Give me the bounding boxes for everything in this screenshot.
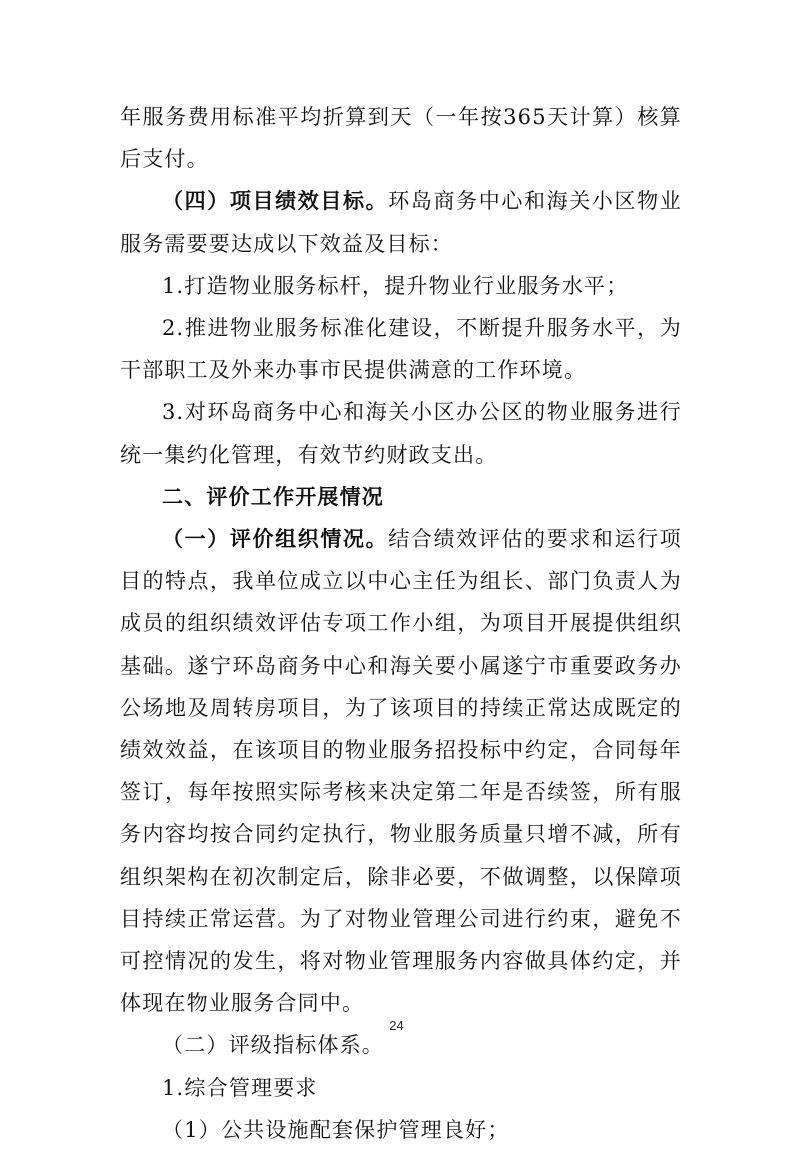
list-item-public-facilities: （1）公共设施配套保护管理良好； [162, 1117, 510, 1142]
goal-item-2: 2.推进物业服务标准化建设，不断提升服务水平，为干部职工及外来办事市民提供满意的工作环境。 [120, 316, 682, 383]
performance-goals-text: 环岛商务中心和海关小区物业服务需要要达成以下效益及目标： [120, 189, 683, 256]
paragraph-evaluation-organization [120, 518, 682, 1024]
goal-item-3: 3.对环岛商务中心和海关小区办公区的物业服务进行统一集约化管理，有效节约财政支出。 [120, 400, 682, 467]
page-number: 24 [389, 1018, 404, 1033]
section-2-heading: 二、评价工作开展情况 [162, 484, 384, 509]
document-body [120, 96, 682, 1151]
list-item-comprehensive-management: 1.综合管理要求 [162, 1075, 318, 1100]
paragraph-indicator-system: （二）评级指标体系。 [162, 1033, 384, 1058]
goal-item-1: 1.打造物业服务标杆，提升物业行业服务水平； [162, 273, 629, 298]
paragraph-fee-continuation: 年服务费用标准平均折算到天（一年按365天计算）核算后支付。 [120, 105, 682, 172]
evaluation-organization-text: 结合绩效评估的要求和运行项目的特点，我单位成立以中心主任为组长、部门负责人为成员的组织绩效评估专项工作小组，为项目开展提供组织基础。遂宁环岛商务中心和海关要小属遂宁市重要政务办公场地及周转房项目，为了该项目的持续正常达成既定的绩效效益，在该项目的物业服务招投标中约定，合同每年签订，每年按照实际考核来决定第二年是否续签，所有服务内容均按合同约定执行，物业服务质量只增不减，所有组织架构在初次制定后，除非必要，不做调整，以保障项目持续正常运营。为了对物业管理公司进行约束，避免不可控情况的发生，将对物业管理服务内容做具体约定，并体现在物业服务合同中。 [120, 527, 683, 1016]
evaluation-organization-heading: （一）评价组织情况。 [162, 526, 389, 552]
performance-goals-heading: （四）项目绩效目标。 [162, 188, 389, 214]
paragraph-performance-goals [120, 180, 682, 264]
